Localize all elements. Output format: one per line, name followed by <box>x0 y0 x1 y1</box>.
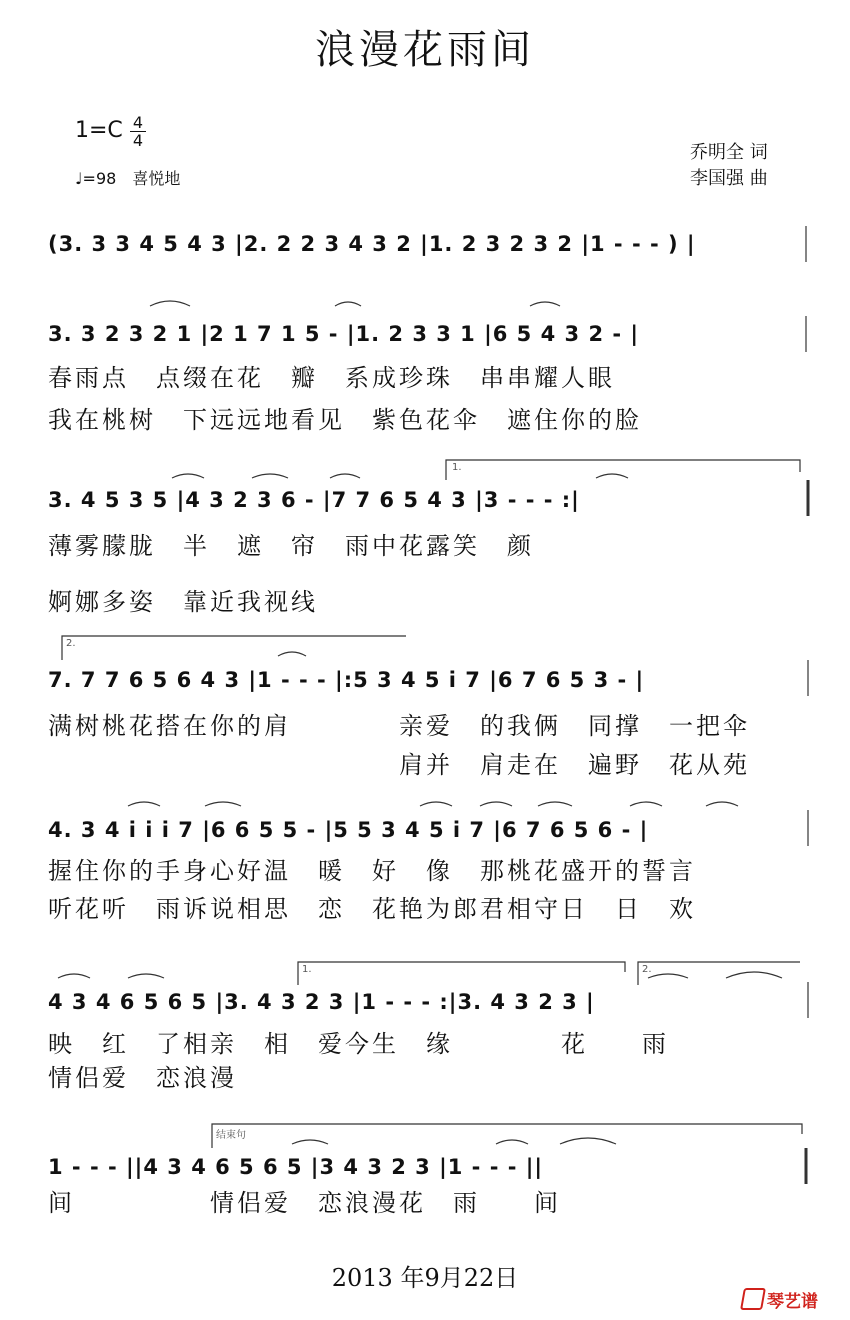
notation-row-7: 1 - - - ||4 3 4 6 5 6 5 |3 4 3 2 3 |1 - - - || <box>48 1155 544 1179</box>
slur-1 <box>150 301 190 306</box>
lyric-row-5-verse-2: 听花听 雨诉说相思 恋 花艳为郎君相守日 日 欢 <box>48 895 696 923</box>
watermark-logo <box>742 1287 818 1312</box>
lyric-row-2-verse-1: 春雨点 点缀在花 瓣 系成珍珠 串串耀人眼 <box>48 364 615 392</box>
volta-bracket-1a <box>446 460 800 480</box>
slur-16 <box>58 974 90 978</box>
lyricist: 乔明全 词 <box>690 142 768 163</box>
lyric-row-6-verse-2: 情侣爱 恋浪漫 <box>48 1064 237 1092</box>
lyric-row-4-verse-1: 满树桃花搭在你的肩 亲爱 的我俩 同撑 一把伞 <box>48 712 750 740</box>
watermark-icon <box>740 1288 766 1310</box>
slur-3 <box>530 302 560 306</box>
notation-row-6: 4 3 4 6 5 6 5 |3. 4 3 2 3 |1 - - - :|3. 4 3 2 3 | <box>48 990 595 1014</box>
notation-row-4: 7. 7 7 6 5 6 4 3 |1 - - - |:5 3 4 5 i 7 |6 7 6 5 3 - | <box>48 668 645 692</box>
slur-20 <box>292 1140 328 1144</box>
volta-bracket-2a <box>62 636 406 660</box>
lyric-row-5-verse-1: 握住你的手身心好温 暖 好 像 那桃花盛开的誓言 <box>48 857 696 885</box>
slur-21 <box>496 1140 528 1144</box>
watermark-text: 琴艺谱 <box>767 1292 818 1312</box>
coda-label: 结束句 <box>216 1130 246 1141</box>
tempo-marking: ♩=98 喜悦地 <box>75 169 181 188</box>
volta-label-1b: 1. <box>302 964 312 975</box>
lyric-row-3-verse-1: 薄雾朦胧 半 遮 帘 雨中花露笑 颜 <box>48 532 534 560</box>
notation-row-5: 4. 3 4 i i i 7 |6 6 5 5 - |5 5 3 4 5 i 7 |6 7 6 5 6 - | <box>48 818 649 842</box>
lyric-row-7-verse-1: 间 情侣爱 恋浪漫花 雨 间 <box>48 1189 561 1217</box>
time-signature-bottom: 4 <box>132 131 144 150</box>
slur-5 <box>252 474 288 478</box>
volta-bracket-2b <box>638 962 800 985</box>
volta-label-1a: 1. <box>452 462 462 473</box>
lyric-row-6-verse-1: 映 红 了相亲 相 爱今生 缘 花 雨 <box>48 1030 669 1058</box>
composition-date: 2013 年9月22日 <box>331 1264 519 1292</box>
key-signature: 1=C <box>75 118 123 143</box>
slur-11 <box>420 802 452 806</box>
lyric-row-2-verse-2: 我在桃树 下远远地看见 紫色花伞 遮住你的脸 <box>48 406 642 434</box>
song-title: 浪漫花雨间 <box>315 27 535 73</box>
slur-14 <box>630 802 662 806</box>
slur-15 <box>706 802 738 806</box>
notation-row-1: (3. 3 3 4 5 4 3 |2. 2 2 3 4 3 2 |1. 2 3 2 3 2 |1 - - - ) | <box>48 232 696 256</box>
volta-label-2a: 2. <box>66 638 76 649</box>
composer: 李国强 曲 <box>690 168 768 189</box>
lyric-row-3-verse-2: 婀娜多姿 靠近我视线 <box>48 588 318 616</box>
slur-4 <box>172 474 204 478</box>
volta-label-2b: 2. <box>642 964 652 975</box>
slur-19 <box>726 972 782 978</box>
slur-9 <box>128 802 160 806</box>
slur-17 <box>128 974 164 978</box>
notation-row-3: 3. 4 5 3 5 |4 3 2 3 6 - |7 7 6 5 4 3 |3 - - - :| <box>48 488 580 512</box>
slur-13 <box>538 802 572 806</box>
slur-7 <box>596 474 628 478</box>
slur-10 <box>205 802 241 806</box>
volta-bracket-1b <box>298 962 625 985</box>
notation-row-2: 3. 3 2 3 2 1 |2 1 7 1 5 - |1. 2 3 3 1 |6 5 4 3 2 - | <box>48 322 640 346</box>
time-signature-top: 4 <box>130 114 146 132</box>
slur-2 <box>335 302 361 306</box>
slur-12 <box>480 802 512 806</box>
slur-22 <box>560 1138 616 1144</box>
coda-bracket <box>212 1124 802 1148</box>
lyric-row-4-verse-2: 肩并 肩走在 遍野 花从苑 <box>48 751 750 779</box>
slur-18 <box>648 974 688 978</box>
slur-8 <box>278 652 306 656</box>
slur-6 <box>330 474 360 478</box>
